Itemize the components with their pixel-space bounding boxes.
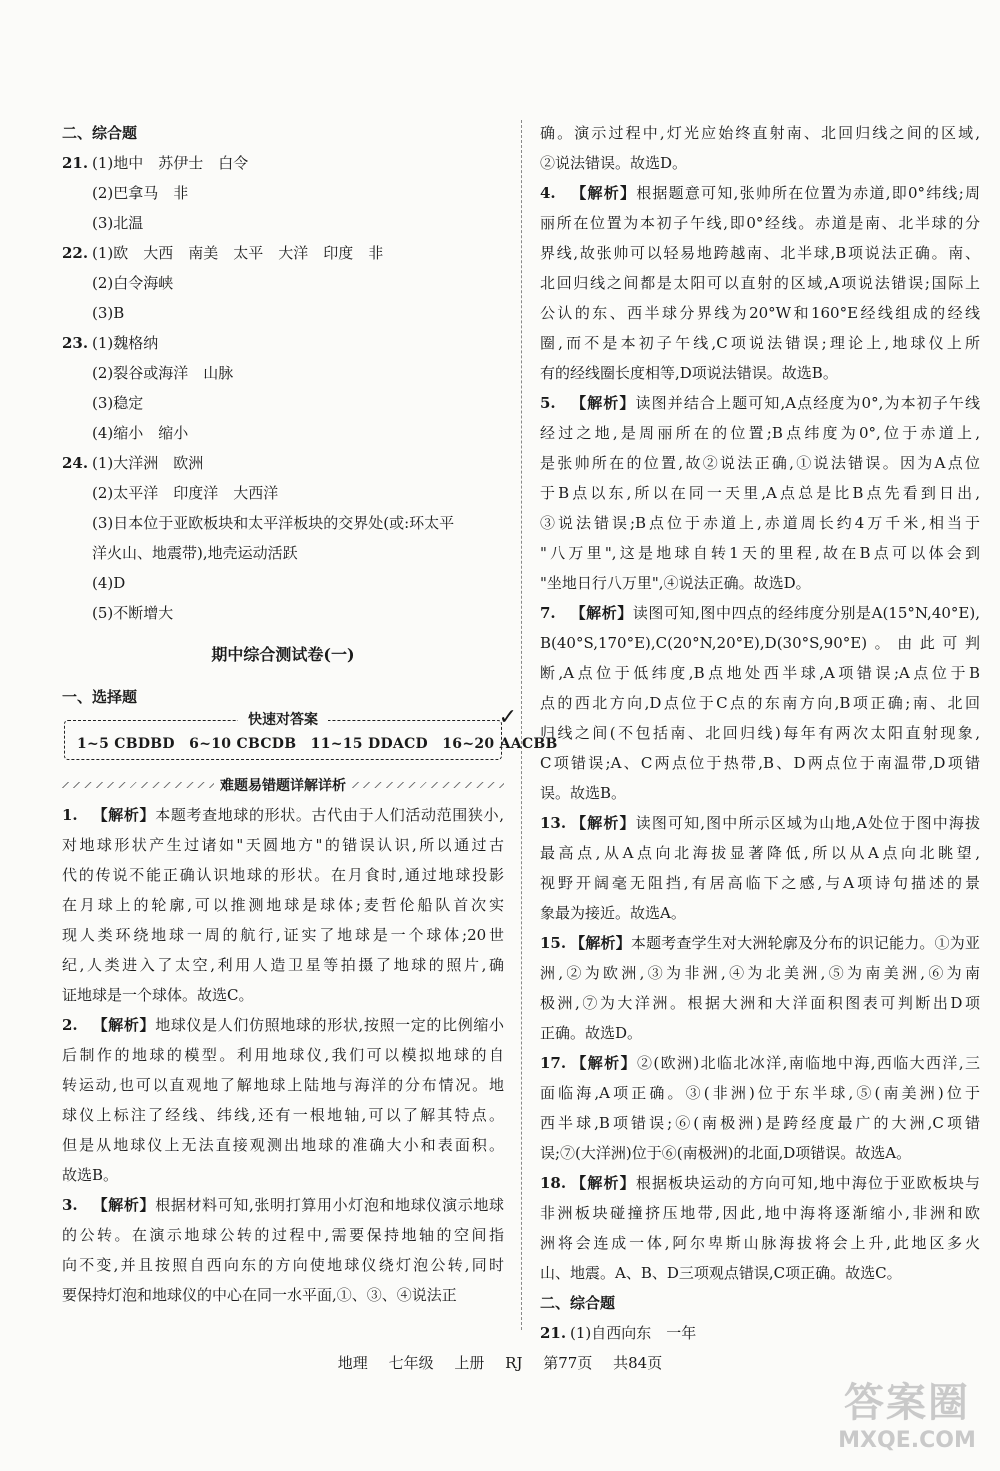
question-24-line-4: 洋火山、地震带),地壳运动活跃 <box>92 544 298 562</box>
analysis-a7-line: C项错误;A、C两点位于热带,B、D两点位于南温带,D项错 <box>540 754 980 772</box>
analysis-a4-line: 4. 【解析】根据题意可知,张帅所在位置为赤道,即0°纬线;周 <box>540 178 980 208</box>
analysis-a5-line: 是张帅所在的位置,故②说法正确,①说法错误。因为A点位 <box>540 454 980 472</box>
analysis-number: 18. <box>540 1174 567 1192</box>
analysis-a2-line: 故选B。 <box>62 1166 119 1184</box>
page-footer <box>0 1352 1000 1373</box>
question-24-line-1: 24. (1)大洋洲 欧洲 <box>62 454 204 472</box>
quick-answer-text: 1~5 CBDBD 6~10 CBCDB 11~15 DDACD 16~20 AACBB <box>77 736 558 752</box>
question-24-line-5: (4)D <box>92 574 126 592</box>
question-23-line-4: (4)缩小 缩小 <box>92 424 189 442</box>
checkmark-icon: ✓ <box>498 705 517 730</box>
analysis-a4-line: 圈,而不是本初子午线,C项说法错误;理论上,地球仪上所 <box>540 334 980 352</box>
analysis-a3-line: 要保持灯泡和地球仪的中心在同一水平面,①、③、④说法正 <box>62 1286 457 1304</box>
analysis-a18-line: 洲将会连成一体,阿尔卑斯山脉海拔将会上升,此地区多火 <box>540 1234 980 1252</box>
quick-answer-title: 快速对答案 <box>238 709 328 731</box>
footer-grade: 七年级 <box>388 1354 434 1372</box>
analysis-a3-line: 3. 【解析】根据材料可知,张明打算用小灯泡和地球仪演示地球 <box>62 1190 504 1220</box>
section-title: 一、选择题 <box>62 688 138 706</box>
quick-answer-box <box>64 705 558 760</box>
section-title: 二、综合题 <box>62 124 138 142</box>
analysis-a5-line: 于B点以东,所以在同一天里,A点总是比B点先看到日出, <box>540 484 980 502</box>
analysis-a7-line: 点的西北方向,D点位于C点的东南方向,B项正确;南、北回 <box>540 694 980 712</box>
analysis-tag: 【解析】 <box>570 1054 637 1072</box>
analysis-tag: 【解析】 <box>92 1016 156 1034</box>
analysis-tag: 【解析】 <box>570 934 631 952</box>
analysis-a2-line: 球仪上标注了经线、纬线,还有一根地轴,可以了解其特点。 <box>62 1106 504 1124</box>
question-24-line-3: (3)日本位于亚欧板块和太平洋板块的交界处(或:环太平 <box>92 514 455 532</box>
question-22-line-3: (3)B <box>92 304 125 322</box>
question-24-line-6: (5)不断增大 <box>92 604 174 622</box>
question-23-line-1: 23. (1)魏格纳 <box>62 334 159 352</box>
question-21-line-1: 21. (1)自西向东 一年 <box>540 1324 697 1342</box>
analysis-a4-line: 北回归线之间都是太阳可以直射的区域,A项说法错误;国际上 <box>540 274 980 292</box>
analysis-a18-line: 非洲板块碰撞挤压地带,因此,地中海将逐渐缩小,非洲和欧 <box>540 1204 980 1222</box>
analysis-a1-line: 1. 【解析】本题考查地球的形状。古代由于人们活动范围狭小, <box>62 800 504 830</box>
analysis-a13-line: 最高点,从A点向北海拔显著降低,所以从A点向北眺望, <box>540 844 980 862</box>
watermark-logo-text: 答案圈 <box>844 1380 970 1426</box>
analysis-a7-line: 7. 【解析】读图可知,图中四点的经纬度分别是A(15°N,40°E), <box>540 598 980 628</box>
analysis-a1-line: 代的传说不能正确认识地球的形状。在月食时,通过地球投影 <box>62 866 504 884</box>
analysis-number: 4. <box>540 184 556 202</box>
analysis-a17-line: 17. 【解析】②(欧洲)北临北冰洋,南临地中海,西临大西洋,三 <box>540 1048 980 1078</box>
analysis-a1-line: 在月球上的轮廓,可以推测地球是球体;麦哲伦船队首次实 <box>62 896 504 914</box>
analysis-number: 1. <box>62 806 78 824</box>
footer-volume: 上册 <box>454 1354 485 1372</box>
analysis-a15-line: 洲,②为欧洲,③为非洲,④为北美洲,⑤为南美洲,⑥为南 <box>540 964 980 982</box>
analysis-a5-line: 5. 【解析】读图并结合上题可知,A点经度为0°,为本初子午线 <box>540 388 980 418</box>
analysis-a4-line: 丽所在位置为本初子午线,即0°经线。赤道是南、北半球的分 <box>540 214 980 232</box>
zigzag-decoration <box>62 782 214 788</box>
analysis-number: 7. <box>540 604 556 622</box>
analysis-tag: 【解析】 <box>570 1174 636 1192</box>
analysis-a1-line: 对地球形状产生过诸如"天圆地方"的错误认识,所以通过古 <box>62 836 504 854</box>
section-title: 二、综合题 <box>540 1294 616 1312</box>
analysis-tag: 【解析】 <box>92 806 156 824</box>
analysis-a13-line: 视野开阔毫无阻挡,有居高临下之感,与A项诗句描述的景 <box>540 874 980 892</box>
analysis-a15-line: 极洲,⑦为大洋洲。根据大洲和大洋面积图表可判断出D项 <box>540 994 980 1012</box>
analysis-a17-line: 西半球,B项错误;⑥(南极洲)是跨经度最广的大洲,C项错 <box>540 1114 980 1132</box>
analysis-a4-line: 公认的东、西半球分界线为20°W和160°E经线组成的经线 <box>540 304 980 322</box>
footer-edition: RJ <box>505 1354 523 1372</box>
zigzag-decoration <box>352 782 504 788</box>
analysis-list <box>62 800 504 1310</box>
analysis-a5-line: 经过之地,是周丽所在的位置;B点纬度为0°,位于赤道上, <box>540 424 980 442</box>
question-21-line-2: (2)巴拿马 非 <box>92 184 189 202</box>
analysis-header-label: 难题易错题详解详析 <box>220 778 346 794</box>
analysis-a1-line: 现人类环绕地球一周的航行,证实了地球是一个球体;20世 <box>62 926 504 944</box>
analysis-a13-line: 13. 【解析】读图可知,图中所示区域为山地,A处位于图中海拔 <box>540 808 980 838</box>
analysis-a3-line: 向不变,并且按照自西向东的方向使地球仪绕灯泡公转,同时 <box>62 1256 504 1274</box>
watermark-url: MXQE.COM <box>838 1428 976 1453</box>
analysis-list <box>540 118 980 1288</box>
analysis-a17-line: 误;⑦(大洋洲)位于⑥(南极洲)的北面,D项错误。故选A。 <box>540 1144 912 1162</box>
analysis-tag: 【解析】 <box>570 814 636 832</box>
exam-title: 期中综合测试卷(一) <box>211 645 355 664</box>
right-column <box>540 118 980 1348</box>
analysis-number: 2. <box>62 1016 78 1034</box>
analysis-a1-line: 证地球是一个球体。故选C。 <box>62 986 254 1004</box>
analysis-a7-line: 归线之间(不包括南、北回归线)每年有两次太阳直射现象, <box>540 724 980 742</box>
analysis-a18-line: 山、地震。A、B、D三项观点错误,C项正确。故选C。 <box>540 1264 902 1282</box>
analysis-a7-line: 误。故选B。 <box>540 784 627 802</box>
analysis-header <box>62 770 504 800</box>
question-22-line-2: (2)白令海峡 <box>92 274 174 292</box>
analysis-a5-line: "八万里",这是地球自转1天的里程,故在B点可以体会到 <box>540 544 980 562</box>
footer-page: 第77页 <box>543 1354 593 1372</box>
analysis-a2-line: 但是从地球仪上无法直接观测出地球的准确大小和表面积。 <box>62 1136 504 1154</box>
analysis-tag: 【解析】 <box>570 604 633 622</box>
column-divider <box>521 120 522 1330</box>
analysis-a2-line: 转运动,也可以直观地了解地球上陆地与海洋的分布情况。地 <box>62 1076 504 1094</box>
question-23-line-2: (2)裂谷或海洋 山脉 <box>92 364 234 382</box>
analysis-a18-line: 18. 【解析】根据板块运动的方向可知,地中海位于亚欧板块与 <box>540 1168 980 1198</box>
analysis-number: 13. <box>540 814 567 832</box>
analysis-number: 3. <box>62 1196 78 1214</box>
analysis-a3-line: 的公转。在演示地球公转的过程中,需要保持地轴的空间指 <box>62 1226 504 1244</box>
analysis-a13-line: 象最为接近。故选A。 <box>540 904 686 922</box>
analysis-a2-line: 2. 【解析】地球仪是人们仿照地球的形状,按照一定的比例缩小 <box>62 1010 504 1040</box>
analysis-a17-line: 面临海,A项正确。③(非洲)位于东半球,⑤(南美洲)位于 <box>540 1084 980 1102</box>
analysis-number: 5. <box>540 394 556 412</box>
question-21-line-3: (3)北温 <box>92 214 144 232</box>
analysis-a4-line: 界线,故张帅可以轻易地跨越南、北半球,B项说法正确。南、 <box>540 244 980 262</box>
analysis-a5-line: ③说法错误;B点位于赤道上,赤道周长约4万千米,相当于 <box>540 514 980 532</box>
analysis-tag: 【解析】 <box>570 184 637 202</box>
question-22-line-1: 22. (1)欧 大西 南美 太平 大洋 印度 非 <box>62 244 384 262</box>
analysis-tag: 【解析】 <box>570 394 636 412</box>
analysis-number: 17. <box>540 1054 567 1072</box>
analysis-a4-line: 有的经线圈长度相等,D项说法错误。故选B。 <box>540 364 838 382</box>
footer-total: 共84页 <box>613 1354 663 1372</box>
analysis-a3-continued-line: ②说法错误。故选D。 <box>540 154 688 172</box>
analysis-number: 15. <box>540 934 567 952</box>
question-23-line-3: (3)稳定 <box>92 394 144 412</box>
analysis-a15-line: 正确。故选D。 <box>540 1024 643 1042</box>
question-24-line-2: (2)太平洋 印度洋 大西洋 <box>92 484 279 502</box>
analysis-a3-continued-line: 确。演示过程中,灯光应始终直射南、北回归线之间的区域, <box>540 124 980 142</box>
analysis-tag: 【解析】 <box>92 1196 156 1214</box>
analysis-a1-line: 纪,人类进入了太空,利用人造卫星等拍摄了地球的照片,确 <box>62 956 504 974</box>
analysis-a7-line: 断,A点位于低纬度,B点地处西半球,A项错误;A点位于B <box>540 664 980 682</box>
analysis-a5-line: "坐地日行八万里",④说法正确。故选D。 <box>540 574 811 592</box>
analysis-a2-line: 后制作的地球的模型。利用地球仪,我们可以模拟地球的自 <box>62 1046 504 1064</box>
analysis-a15-line: 15. 【解析】本题考查学生对大洲轮廓及分布的识记能力。①为亚 <box>540 928 980 958</box>
watermark-logo <box>832 1371 982 1453</box>
footer-subject: 地理 <box>337 1354 368 1372</box>
question-21-line-1: 21. (1)地中 苏伊士 白令 <box>62 154 249 172</box>
analysis-a7-line: B(40°S,170°E),C(20°N,20°E),D(30°S,90°E)。由此可判 <box>540 634 980 652</box>
